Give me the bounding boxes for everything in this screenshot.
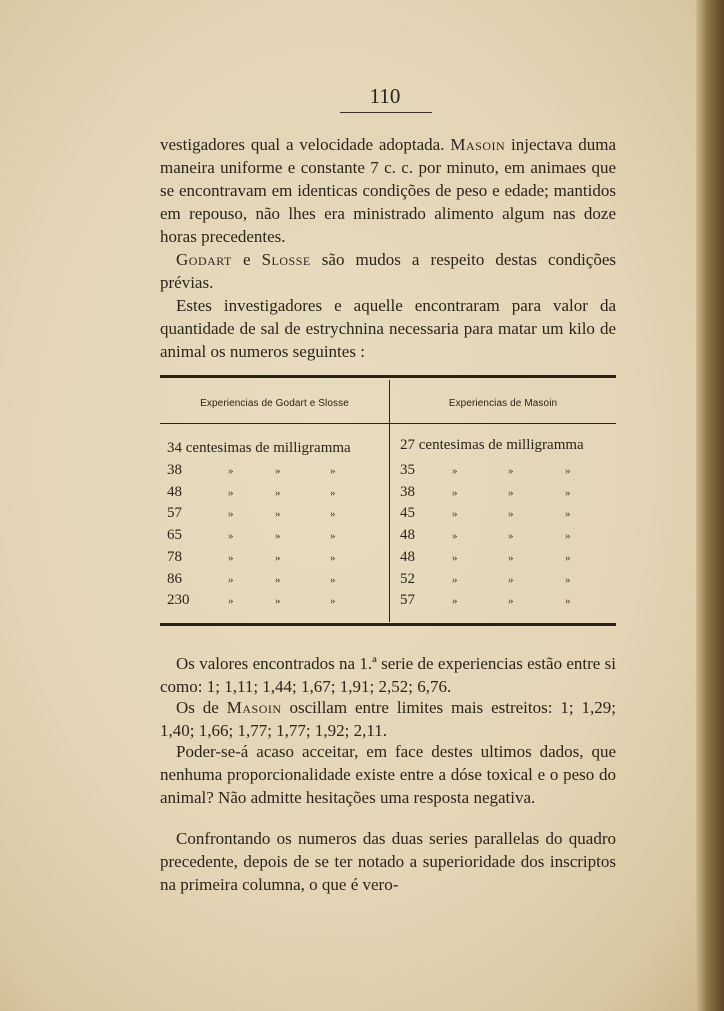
table-row <box>400 527 415 544</box>
ditto-mark: » <box>275 573 281 586</box>
ditto-mark: » <box>508 530 514 543</box>
ditto-mark: » <box>508 551 514 564</box>
table-cell-value: 38 <box>400 483 415 500</box>
ditto-mark: » <box>228 465 234 477</box>
table-cell-value: 48 <box>400 548 415 565</box>
ditto-mark: » <box>565 595 571 608</box>
ditto-mark: » <box>565 486 571 499</box>
ditto-mark: » <box>452 486 458 499</box>
ditto-mark: » <box>228 508 234 521</box>
paragraph-6: Poder-se-á acaso acceitar, em face destes ultimos dados, que nenhuma proporcionalidade existe entre a dóse toxical e o peso do animal? Não admitte hesitações uma resposta negativa. <box>160 742 616 807</box>
ditto-mark: » <box>330 573 336 586</box>
ditto-mark: » <box>565 573 571 586</box>
table-row <box>167 440 351 457</box>
table-cell-value: 45 <box>400 505 415 522</box>
table-row <box>167 527 182 544</box>
ditto-mark: » <box>452 595 458 608</box>
table-cell-unit: centesimas de milligramma <box>185 440 351 456</box>
ditto-mark: » <box>330 508 336 521</box>
ditto-mark: » <box>565 465 571 477</box>
table-cell-value: 48 <box>400 527 415 544</box>
table-column-divider <box>389 380 390 622</box>
ditto-mark: » <box>330 486 336 499</box>
table-cell-value: 78 <box>167 548 182 565</box>
ditto-mark: » <box>228 573 234 586</box>
ditto-mark: » <box>275 551 281 564</box>
table-cell-value: 48 <box>167 483 182 500</box>
paragraph-5-text-b: oscillam entre limites mais estreitos: 1; 1,29; 1,40; 1,66; 1,77; 1,77; 1,92; 2,11. <box>160 698 616 740</box>
paragraph-5 <box>160 696 616 742</box>
table-row <box>400 505 415 522</box>
ditto-mark: » <box>452 573 458 586</box>
table-header-godart-slosse: Experiencias de Godart e Slosse <box>200 398 349 409</box>
ditto-mark: » <box>452 465 458 477</box>
table-row <box>400 462 415 479</box>
table-cell-unit: centesimas de milligramma <box>418 437 584 453</box>
table-cell-value: 27 <box>400 437 415 453</box>
page-number: 110 <box>369 84 401 108</box>
table-cell-value: 57 <box>167 505 182 522</box>
table-cell-value: 34 <box>167 440 182 456</box>
paragraph-2 <box>160 248 616 294</box>
ditto-mark: » <box>275 508 281 521</box>
table-row <box>400 571 415 588</box>
ditto-mark: » <box>228 530 234 543</box>
table-bottom-rule <box>160 623 616 626</box>
paragraph-1-text-b: injectava duma maneira uniforme e constante 7 c. c. por minuto, em animaes que se encontravam em identicas condições de peso e edade; mantidos em repouso, não lhes era ministrado alimento algum nas doze horas precedentes. <box>160 135 617 246</box>
table-row <box>167 549 182 566</box>
ditto-mark: » <box>228 595 234 608</box>
ditto-mark: » <box>275 486 281 499</box>
table-cell-value: 38 <box>167 462 182 478</box>
ditto-mark: » <box>275 465 281 477</box>
ditto-mark: » <box>228 551 234 564</box>
ditto-mark: » <box>330 530 336 543</box>
table-cell-value: 65 <box>167 527 182 544</box>
author-slosse: Slosse <box>261 250 311 269</box>
table-row <box>167 462 182 479</box>
header-rule <box>340 112 432 113</box>
paragraph-1-text-a: vestigadores qual a velocidade adoptada. <box>160 135 451 154</box>
ditto-mark: » <box>508 595 514 608</box>
table-header-masoin: Experiencias de Masoin <box>448 398 558 409</box>
table-row <box>167 484 182 501</box>
ditto-mark: » <box>565 551 571 564</box>
ditto-mark: » <box>330 465 336 477</box>
ditto-mark: » <box>508 465 514 477</box>
table-row <box>400 484 415 501</box>
ditto-mark: » <box>565 530 571 543</box>
paragraph-5-text-a: Os de <box>176 698 227 717</box>
book-spine-shadow <box>696 0 724 1011</box>
author-masoin: Masoin <box>226 698 282 717</box>
ditto-mark: » <box>275 530 281 543</box>
table-row <box>400 592 415 609</box>
table-header-rule <box>160 423 616 424</box>
table-cell-value: 52 <box>400 570 415 587</box>
table-cell-value: 86 <box>167 570 182 587</box>
table-cell-value: 35 <box>400 462 415 478</box>
paragraph-2-text-b: são mudos a respeito destas condições prévias. <box>160 250 616 292</box>
ditto-mark: » <box>228 486 234 499</box>
table-cell-value: 230 <box>167 592 190 609</box>
paragraph-4: Os valores encontrados na 1.ª serie de experiencias estão entre si como: 1; 1,11; 1,44; 1,67; 1,91; 2,52; 6,76. <box>160 654 616 696</box>
ditto-mark: » <box>452 508 458 521</box>
table-row <box>167 592 190 609</box>
table-cell-value: 57 <box>400 592 415 609</box>
table-row <box>167 571 182 588</box>
ditto-mark: » <box>330 551 336 564</box>
paragraph-7: Confrontando os numeros das duas series parallelas do quadro precedente, depois de se ter notado a superioridade dos inscriptos na primeira columna, o que é vero- <box>160 829 616 894</box>
ditto-mark: » <box>452 530 458 543</box>
table-top-rule <box>160 375 616 378</box>
ditto-mark: » <box>508 486 514 499</box>
ditto-mark: » <box>330 595 336 608</box>
table-row <box>400 437 584 454</box>
ditto-mark: » <box>508 573 514 586</box>
table-row <box>167 505 182 522</box>
author-masoin: Masoin <box>450 135 506 154</box>
ditto-mark: » <box>452 551 458 564</box>
table-row <box>400 549 415 566</box>
ditto-mark: » <box>508 508 514 521</box>
ditto-mark: » <box>565 508 571 521</box>
paragraph-3: Estes investigadores e aquelle encontraram para valor da quantidade de sal de estrychnina necessaria para matar um kilo de animal os numeros seguintes : <box>160 296 616 361</box>
ditto-mark: » <box>275 595 281 608</box>
author-godart: Godart <box>176 250 232 269</box>
paragraph-2-text-a: e <box>231 250 262 269</box>
paragraph-1 <box>160 133 616 248</box>
